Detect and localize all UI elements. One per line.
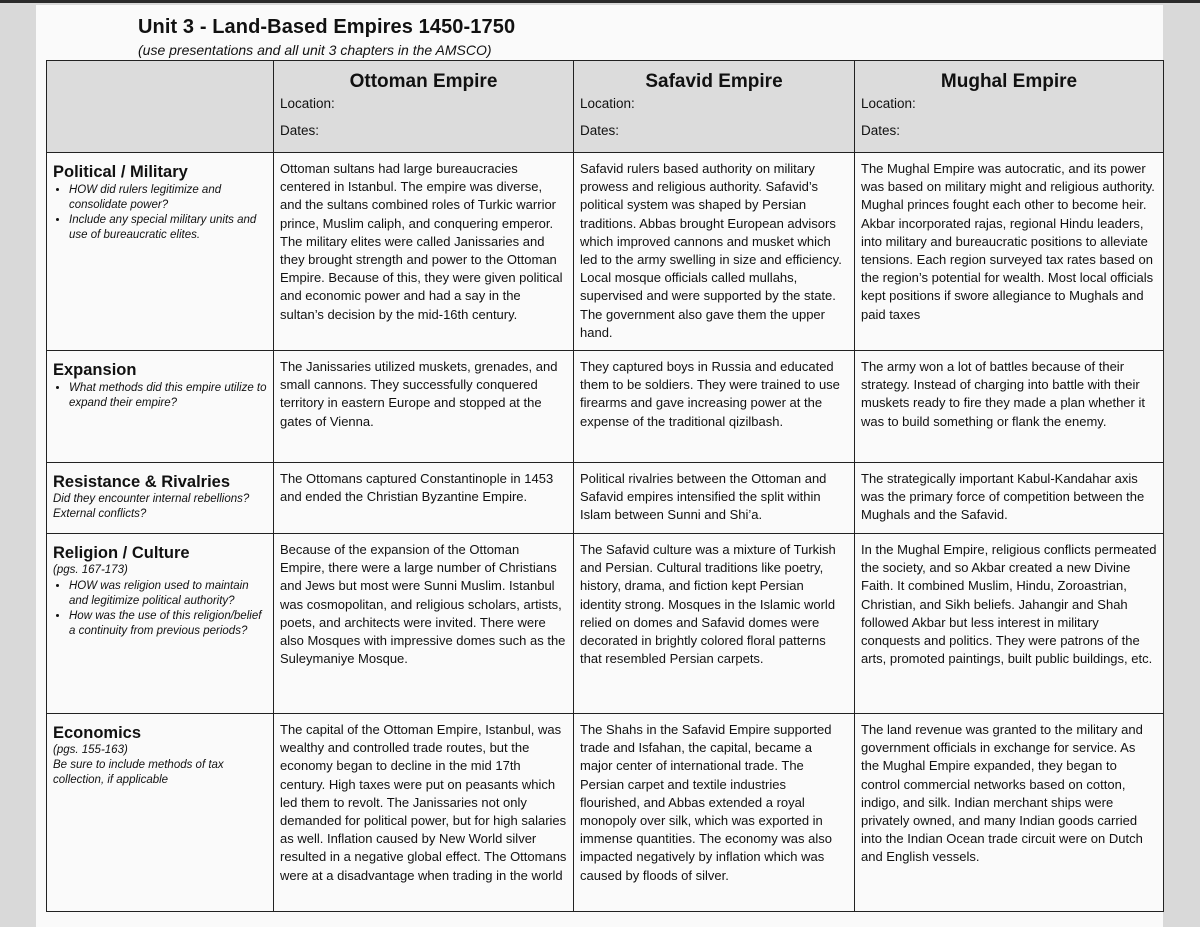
document-title: Unit 3 - Land-Based Empires 1450-1750	[138, 16, 516, 38]
header-safavid	[574, 61, 855, 153]
guiding-question: • HOW did rulers legitimize and consolidate power?	[69, 183, 267, 213]
page-reference: (pgs. 155-163)	[53, 744, 128, 756]
header-ottoman	[274, 61, 574, 153]
row-header	[47, 463, 274, 534]
guiding-question: • Include any special military units and use of bureaucratic elites.	[69, 213, 267, 243]
mughal-cell: In the Mughal Empire, religious conflicts permeated the society, and so Akbar created a new Divine Faith. It combined Muslim, Hindu, Zoroastrian, Christian, and Sikh beliefs. Jahangir and Shah followed Akbar but less interest in military conquests and politics. They were patrons of the arts, promoted paintings, built public buildings, etc.	[855, 534, 1164, 714]
dates-label: Dates:	[280, 123, 320, 138]
empire-name: Mughal Empire	[940, 71, 1078, 92]
safavid-cell: Political rivalries between the Ottoman and Safavid empires intensified the split within Islam between Sunni and Shi’a.	[574, 463, 855, 534]
guiding-questions	[53, 381, 267, 411]
ottoman-cell: Because of the expansion of the Ottoman Empire, there were a large number of Christians and Jews but most were Sunni Muslim. Istanbul was cosmopolitan, and religious scholars, artists, poets, and architects were invited. There were also Mosques with impressive domes such as the Suleymaniye Mosque.	[274, 534, 574, 714]
guiding-questions	[53, 183, 267, 243]
safavid-cell: The Shahs in the Safavid Empire supported trade and Isfahan, the capital, became a major center of international trade. The Persian carpet and textile industries flourished, and Abbas extended a royal monopoly over silk, which was exported in immense quantities. The economy was also impacted negatively by inflation which was caused by floods of silver.	[574, 714, 855, 912]
empires-table	[46, 60, 1164, 912]
row-expansion	[47, 351, 1164, 463]
safavid-cell: They captured boys in Russia and educated them to be soldiers. They were trained to use firearms and gave increasing power at the expense of the traditional qizilbash.	[574, 351, 855, 463]
row-resistance-rivalries	[47, 463, 1164, 534]
guiding-question: • HOW was religion used to maintain and legitimize political authority?	[69, 579, 267, 609]
location-label: Location:	[861, 96, 916, 111]
dates-label: Dates:	[861, 123, 901, 138]
top-border	[0, 0, 1200, 3]
row-title: Religion / Culture	[53, 544, 190, 562]
mughal-cell: The land revenue was granted to the military and government officials in exchange for service. As the Mughal Empire expanded, they began to control commercial networks based on cotton, indigo, and silk. Indian merchant ships were privately owned, and many Indian goods carried into the Indian Ocean trade circuit were on Dutch and English vessels.	[855, 714, 1164, 912]
row-note: Did they encounter internal rebellions? External conflicts?	[53, 493, 250, 520]
row-religion-culture	[47, 534, 1164, 714]
guiding-questions	[53, 579, 267, 639]
ottoman-cell: The Ottomans captured Constantinople in 1453 and ended the Christian Byzantine Empire.	[274, 463, 574, 534]
guiding-question: • What methods did this empire utilize to expand their empire?	[69, 381, 267, 411]
header-row	[47, 61, 1164, 153]
page-reference: (pgs. 167-173)	[53, 564, 128, 576]
dates-label: Dates:	[580, 123, 620, 138]
header-corner-cell	[47, 61, 274, 153]
ottoman-cell: Ottoman sultans had large bureaucracies centered in Istanbul. The empire was diverse, and the sultans combined roles of Turkic warrior prince, Muslim caliph, and conquering emperor. The military elites were called Janissaries and they brought strength and power to the Ottoman Empire. Because of this, they were given political and economic power and had a say in the sultan’s decision by the mid-16th century.	[274, 153, 574, 351]
empire-name: Safavid Empire	[645, 71, 783, 92]
location-label: Location:	[280, 96, 335, 111]
mughal-cell: The Mughal Empire was autocratic, and its power was based on military might and religious authority. Mughal princes fought each other to become heir. Akbar incorporated rajas, regional Hindu leaders, into military and bureaucratic positions to alleviate tensions. Each region surveyed tax rates based on the region’s potential for wealth. Most local officials kept positions if swore allegiance to Mughals and paid taxes	[855, 153, 1164, 351]
location-label: Location:	[580, 96, 635, 111]
row-title: Political / Military	[53, 163, 188, 181]
row-header	[47, 714, 274, 912]
guiding-question: • How was the use of this religion/belief a continuity from previous periods?	[69, 609, 267, 639]
row-note: Be sure to include methods of tax collection, if applicable	[53, 759, 224, 786]
safavid-cell: Safavid rulers based authority on military prowess and religious authority. Safavid’s political system was shaped by Persian traditions. Abbas brought European advisors which improved cannons and musket which led to the army swelling in size and efficiency. Local mosque officials called mullahs, supervised and were supported by the state. The government also gave them the upper hand.	[574, 153, 855, 351]
mughal-cell: The army won a lot of battles because of their strategy. Instead of charging into battle with their muskets ready to fire they made a plan whether it was to build something or flank the enemy.	[855, 351, 1164, 463]
row-political-military	[47, 153, 1164, 351]
row-header	[47, 351, 274, 463]
header-mughal	[855, 61, 1164, 153]
document-page	[36, 5, 1163, 927]
row-title: Expansion	[53, 361, 137, 379]
row-economics	[47, 714, 1164, 912]
safavid-cell: The Safavid culture was a mixture of Turkish and Persian. Cultural traditions like poetry, history, drama, and fiction kept Persian identity strong. Mosques in the Islamic world relied on domes and Safavid domes were decorated in brightly colored floral patterns that resembled Persian carpets.	[574, 534, 855, 714]
ottoman-cell: The Janissaries utilized muskets, grenades, and small cannons. They successfully conquered territory in eastern Europe and stopped at the gates of Vienna.	[274, 351, 574, 463]
row-title: Resistance & Rivalries	[53, 473, 231, 491]
row-header	[47, 534, 274, 714]
document-subtitle: (use presentations and all unit 3 chapters in the AMSCO)	[138, 42, 492, 58]
empire-name: Ottoman Empire	[349, 71, 498, 92]
ottoman-cell: The capital of the Ottoman Empire, Istanbul, was wealthy and controlled trade routes, but the economy began to decline in the mid 17th century. High taxes were put on peasants which led them to revolt. The Janissaries not only demanded for political power, but for high salaries as well. Inflation caused by New World silver resulted in a negative global effect. The Ottomans were at a disadvantage when trading in the world	[274, 714, 574, 912]
mughal-cell: The strategically important Kabul-Kandahar axis was the primary force of competition between the Mughals and the Safavid.	[855, 463, 1164, 534]
row-title: Economics	[53, 724, 142, 742]
row-header	[47, 153, 274, 351]
